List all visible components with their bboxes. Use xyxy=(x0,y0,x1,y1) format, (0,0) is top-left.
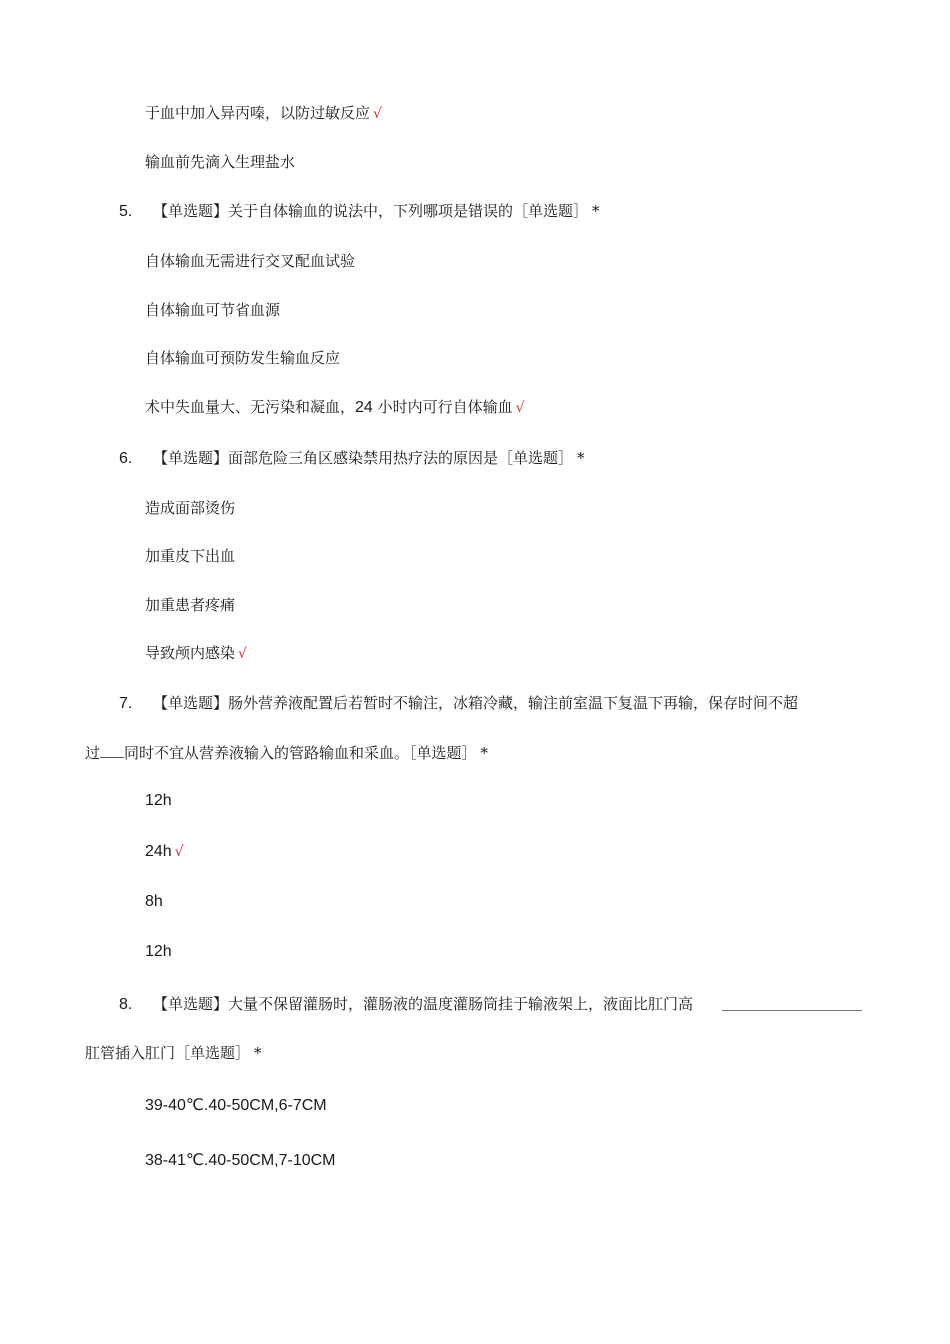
option-q7-b[interactable]: 24h √ xyxy=(145,843,184,860)
option-q5-a[interactable]: 自体输血无需进行交叉配血试验 xyxy=(145,252,356,270)
required-star-icon: * xyxy=(254,1044,262,1062)
question-text: 【单选题】面部危险三角区感染禁用热疗法的原因是［单选题］ xyxy=(153,449,574,467)
question-8-continuation: 肛管插入肛门［单选题］ * xyxy=(85,1044,262,1062)
option-q4-c[interactable]: 于血中加入异丙嗪，以防过敏反应 √ xyxy=(145,104,382,122)
required-star-icon: * xyxy=(480,744,489,762)
question-number: 6. xyxy=(119,450,133,467)
correct-check-icon: √ xyxy=(238,646,247,662)
correct-check-icon: √ xyxy=(373,106,382,122)
correct-check-icon: √ xyxy=(515,400,525,416)
required-star-icon: * xyxy=(577,449,585,467)
question-6 xyxy=(119,448,585,469)
option-q7-a[interactable]: 12h xyxy=(145,792,172,809)
option-q6-b[interactable]: 加重皮下出血 xyxy=(145,547,236,565)
option-q6-c[interactable]: 加重患者疼痛 xyxy=(145,596,236,614)
option-q5-b[interactable]: 自体输血可节省血源 xyxy=(145,301,281,319)
fill-blank xyxy=(100,743,124,758)
option-q8-b[interactable]: 38-41℃.40-50CM,7-10CM xyxy=(145,1152,336,1169)
required-star-icon: * xyxy=(592,202,600,220)
question-text-line1: 【单选题】肠外营养液配置后若暂时不输注，冰箱冷藏，输注前室温下复温下再输，保存时间不超 xyxy=(153,694,799,712)
option-q5-c[interactable]: 自体输血可预防发生输血反应 xyxy=(145,349,341,367)
question-number: 8. xyxy=(119,996,133,1013)
option-q7-c[interactable]: 8h xyxy=(145,893,163,910)
question-number: 7. xyxy=(119,695,133,712)
correct-check-icon: √ xyxy=(174,844,184,860)
question-8 xyxy=(119,994,693,1015)
option-q7-d[interactable]: 12h xyxy=(145,943,172,960)
question-number: 5. xyxy=(119,203,133,220)
option-q6-a[interactable]: 造成面部烫伤 xyxy=(145,499,236,517)
question-text-line1: 【单选题】大量不保留灌肠时，灌肠液的温度灌肠筒挂于输液架上，液面比肛门高 xyxy=(153,995,694,1013)
option-q5-d[interactable]: 术中失血量大、无污染和凝血，24 小时内可行自体输血 √ xyxy=(145,398,525,416)
question-5 xyxy=(119,201,600,222)
option-q8-a[interactable]: 39-40℃.40-50CM,6-7CM xyxy=(145,1097,327,1114)
question-7-continuation: 过 同时不宜从营养液输入的管路输血和采血。［单选题］ * xyxy=(85,744,489,762)
fill-blank-long xyxy=(722,1010,862,1011)
question-text: 【单选题】关于自体输血的说法中，下列哪项是错误的［单选题］ xyxy=(153,202,589,220)
question-7 xyxy=(119,693,798,714)
option-q6-d[interactable]: 导致颅内感染 √ xyxy=(145,644,247,662)
option-q4-d[interactable]: 输血前先滴入生理盐水 xyxy=(145,153,296,171)
